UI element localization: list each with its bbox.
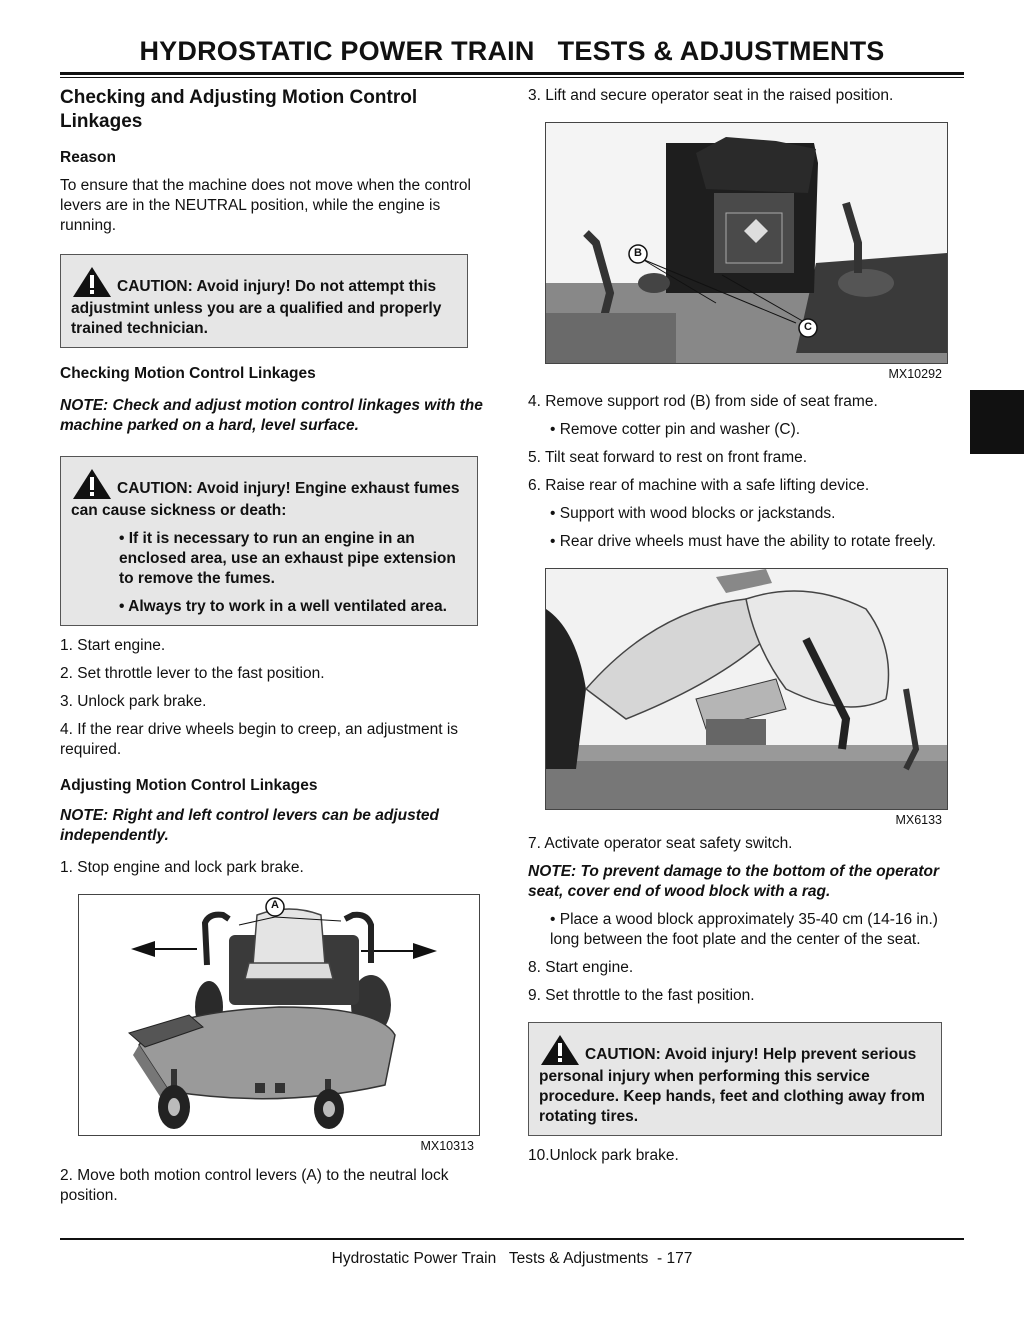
page-title: HYDROSTATIC POWER TRAIN TESTS & ADJUSTMENTS	[139, 36, 885, 66]
page-footer: Hydrostatic Power Train Tests & Adjustments - 177	[331, 1250, 693, 1267]
step-8: 8. Start engine.	[528, 959, 634, 976]
check-step-2: 2. Set throttle lever to the fast position.	[60, 665, 325, 682]
reason-heading: Reason	[60, 149, 116, 166]
label-a: A	[271, 899, 279, 911]
figure-mx10313	[78, 894, 480, 1136]
section-tab	[970, 390, 1024, 454]
check-step-4: 4. If the rear drive wheels begin to creep, an adjustment is required.	[60, 721, 459, 758]
footer-rule	[60, 1238, 964, 1240]
step-9: 9. Set throttle to the fast position.	[528, 987, 755, 1004]
warning-icon	[539, 1033, 581, 1067]
step-6-bullet-2: • Rear drive wheels must have the ability to rotate freely.	[550, 533, 936, 550]
caution-box-1	[60, 254, 468, 348]
checking-heading: Checking Motion Control Linkages	[60, 365, 316, 382]
note-2: NOTE: Right and left control levers can be adjusted independently.	[60, 807, 439, 844]
caution-box-2	[60, 456, 478, 626]
figure-caption-mx10313: MX10313	[420, 1139, 474, 1153]
label-c: C	[804, 321, 812, 333]
left-column	[60, 86, 500, 1214]
step-4-bullet: • Remove cotter pin and washer (C).	[550, 421, 801, 438]
caution-2-title: CAUTION: Avoid injury! Engine exhaust fumes can cause sickness or death:	[71, 480, 460, 519]
adjusting-heading: Adjusting Motion Control Linkages	[60, 777, 318, 794]
check-step-3: 3. Unlock park brake.	[60, 693, 207, 710]
note-1: NOTE: Check and adjust motion control linkages with the machine parked on a hard, level surface.	[60, 397, 483, 434]
figure-mx10292	[545, 122, 948, 364]
section-heading: Checking and Adjusting Motion Control Linkages	[60, 87, 418, 132]
figure-caption-mx10292: MX10292	[888, 367, 942, 381]
figure-mx6133	[545, 568, 948, 810]
step-3: 3. Lift and secure operator seat in the raised position.	[528, 87, 894, 104]
caution-3-text: CAUTION: Avoid injury! Help prevent serious personal injury when performing this service procedure. Keep hands, feet and clothing away from rotating tires.	[539, 1046, 925, 1125]
step-6: 6. Raise rear of machine with a safe lifting device.	[528, 477, 870, 494]
figure-caption-mx6133: MX6133	[895, 813, 942, 827]
caution-2-bullet-2: • Always try to work in a well ventilated area.	[119, 598, 447, 615]
label-b: B	[634, 247, 642, 259]
check-step-1: 1. Start engine.	[60, 637, 166, 654]
right-column	[528, 86, 948, 1174]
warning-icon	[71, 265, 113, 299]
seat-raised-photo	[546, 123, 947, 363]
header-rule	[60, 72, 964, 75]
reason-text: To ensure that the machine does not move when the control levers are in the NEUTRAL position, while the engine is running.	[60, 177, 471, 234]
step-7-bullet: • Place a wood block approximately 35-40 cm (14-16 in.) long between the foot plate and the center of the seat.	[550, 911, 938, 948]
step-5: 5. Tilt seat forward to rest on front frame.	[528, 449, 808, 466]
warning-icon	[71, 467, 113, 501]
step-10: 10.Unlock park brake.	[528, 1147, 679, 1164]
step-6-bullet-1: • Support with wood blocks or jackstands.	[550, 505, 836, 522]
mower-illustration	[79, 895, 479, 1135]
seat-block-photo	[546, 569, 947, 809]
step-7: 7. Activate operator seat safety switch.	[528, 835, 793, 852]
adjust-step-2: 2. Move both motion control levers (A) to the neutral lock position.	[60, 1167, 449, 1204]
header-rule-thin	[60, 77, 964, 78]
caution-2-bullet-1: • If it is necessary to run an engine in an enclosed area, use an exhaust pipe extension to remove the fumes.	[119, 530, 456, 587]
note-3: NOTE: To prevent damage to the bottom of the operator seat, cover end of wood block with a rag.	[528, 863, 940, 900]
step-4: 4. Remove support rod (B) from side of seat frame.	[528, 393, 878, 410]
caution-1-text: CAUTION: Avoid injury! Do not attempt this adjustmint unless you are a qualified and properly trained technician.	[71, 278, 442, 337]
caution-box-3	[528, 1022, 942, 1136]
adjust-step-1: 1. Stop engine and lock park brake.	[60, 859, 304, 876]
